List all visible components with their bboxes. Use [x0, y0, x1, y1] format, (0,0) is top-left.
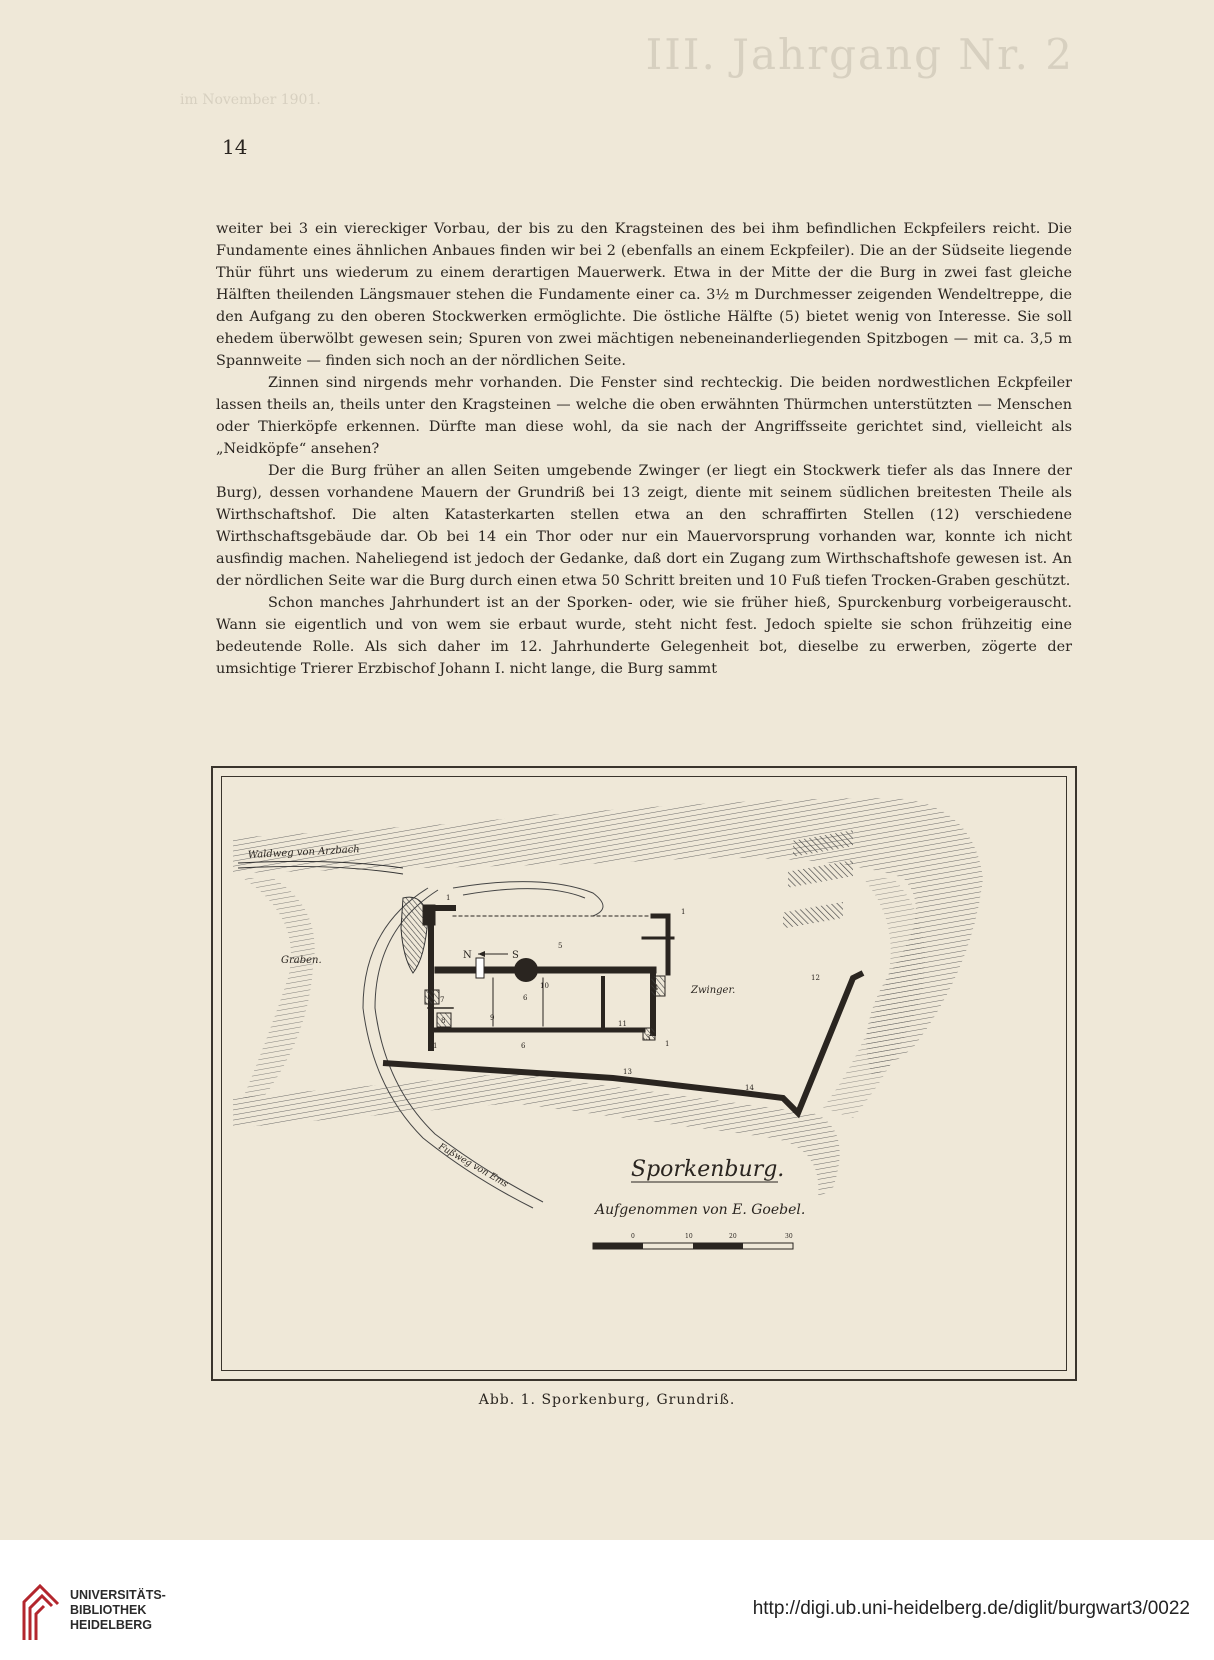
permalink-url[interactable]: http://digi.ub.uni-heidelberg.de/diglit/burgwart3/0022 [752, 1598, 1190, 1619]
svg-text:6: 6 [521, 1042, 526, 1050]
label-graben: Graben. [281, 955, 322, 966]
svg-text:1: 1 [433, 1042, 438, 1050]
label-zwinger: Zwinger. [691, 985, 736, 996]
svg-text:12: 12 [811, 974, 820, 982]
svg-text:5: 5 [558, 942, 563, 950]
svg-text:9: 9 [490, 1014, 495, 1022]
castle-walls [423, 905, 673, 1048]
svg-text:10: 10 [540, 982, 549, 990]
svg-text:14: 14 [745, 1084, 754, 1092]
svg-text:1: 1 [665, 1040, 670, 1048]
floor-plan-drawing [213, 768, 1079, 1383]
svg-text:11: 11 [618, 1020, 627, 1028]
paragraph: Der die Burg früher an allen Seiten umgebende Zwinger (er liegt ein Stockwerk tiefer als das Innere der Burg), dessen vorhandene Mauern der Grundriß bei 13 zeigt, diente mit seinem südlichen breitesten Theile als Wirthschaftshof. Die alten Katasterkarten stellen etwa an den schraffirten Stellen (12) verschiedene Wirthschaftsgebäude dar. Ob bei 14 ein Thor oder nur ein Mauervorsprung vorhanden war, konnte ich nicht ausfindig machen. Naheliegend ist jedoch der Gedanke, daß dort ein Zugang zum Wirthschaftshofe gewesen ist. An der nördlichen Seite war die Burg durch einen etwa 50 Schritt breiten und 10 Fuß tiefen Trocken-Graben geschützt. [216, 463, 1072, 589]
footer-bar [0, 1540, 1214, 1660]
svg-text:1: 1 [681, 908, 686, 916]
figure-caption: Abb. 1. Sporkenburg, Grundriß. [478, 1392, 736, 1408]
library-logo-icon [18, 1584, 64, 1642]
label-south: S [512, 950, 519, 961]
figure-title: Sporkenburg. [631, 1157, 785, 1182]
svg-text:1: 1 [446, 894, 451, 902]
label-north: N [463, 950, 472, 961]
svg-text:10: 10 [685, 1233, 693, 1240]
svg-text:8: 8 [441, 1017, 446, 1025]
figure-subtitle: Aufgenommen von E. Goebel. [595, 1202, 806, 1218]
floor-plan-figure [211, 766, 1077, 1381]
label-waldweg: Waldweg von Arzbach [247, 844, 361, 861]
scale-ticks [631, 1233, 793, 1240]
page-number: 14 [222, 135, 248, 159]
show-through-subheader: im November 1901. [180, 92, 321, 108]
paragraph: Zinnen sind nirgends mehr vorhanden. Die Fenster sind rechteckig. Die beiden nordwestlichen Eckpfeiler lassen theils an, theils unter den Kragsteinen — welche die oben erwähnten Thürmchen unterstützten — Menschen oder Thierköpfe erkennen. Dürfte man diese wohl, da sie nach der Angriffsseite gerichtet sind, vielleicht als „Neidköpfe“ ansehen? [216, 375, 1072, 457]
svg-text:30: 30 [785, 1233, 793, 1240]
body-text [216, 218, 1072, 680]
label-fussweg: Fußweg von Ems [436, 1141, 510, 1190]
paragraph: weiter bei 3 ein viereckiger Vorbau, der bis zu den Kragsteinen des bei ihm befindlichen Eckpfeilers reicht. Die Fundamente eines ähnlichen Anbaues finden wir bei 2 (ebenfalls an einem Eckpfeiler). Die an der Südseite liegende Thür führt uns wiederum zu einem derartigen Mauerwerk. Etwa in der Mitte der die Burg in zwei fast gleiche Hälften theilenden Längsmauer stehen die Fundamente einer ca. 3½ m Durchmesser zeigenden Wendeltreppe, die den Aufgang zu den oberen Stockwerken ermöglichte. Die östliche Hälfte (5) bietet wenig von Interesse. Sie soll ehedem überwölbt gewesen sein; Spuren von zwei mächtigen nebeneinanderliegenden Spitzbogen — mit ca. 3,5 m Spannweite — finden sich noch an der nördlichen Seite. [216, 221, 1072, 369]
stair-tower [514, 958, 538, 982]
svg-text:3: 3 [646, 1034, 651, 1042]
svg-text:4: 4 [654, 984, 659, 992]
paragraph: Schon manches Jahrhundert ist an der Sporken- oder, wie sie früher hieß, Spurckenburg vorbeigerauscht. Wann sie eigentlich und von wem sie erbaut wurde, steht nicht fest. Jedoch spielte sie schon frühzeitig eine bedeutende Rolle. Als sich daher im 12. Jahrhunderte Gelegenheit bot, dieselbe zu erwerben, zögerte der umsichtige Trierer Erzbischof Johann I. nicht lange, die Burg sammt [216, 595, 1072, 677]
show-through-header: III. Jahrgang Nr. 2 [645, 30, 1074, 79]
svg-text:7: 7 [440, 996, 445, 1004]
institution-name: UNIVERSITÄTS- BIBLIOTHEK HEIDELBERG [70, 1588, 166, 1632]
svg-text:6: 6 [523, 994, 528, 1002]
svg-text:2: 2 [426, 914, 431, 922]
graben-hatching [243, 878, 315, 1098]
scale-bar [593, 1243, 793, 1249]
svg-text:13: 13 [623, 1068, 632, 1076]
svg-text:0: 0 [631, 1233, 635, 1240]
svg-text:20: 20 [729, 1233, 737, 1240]
plan-numbers [426, 894, 820, 1092]
